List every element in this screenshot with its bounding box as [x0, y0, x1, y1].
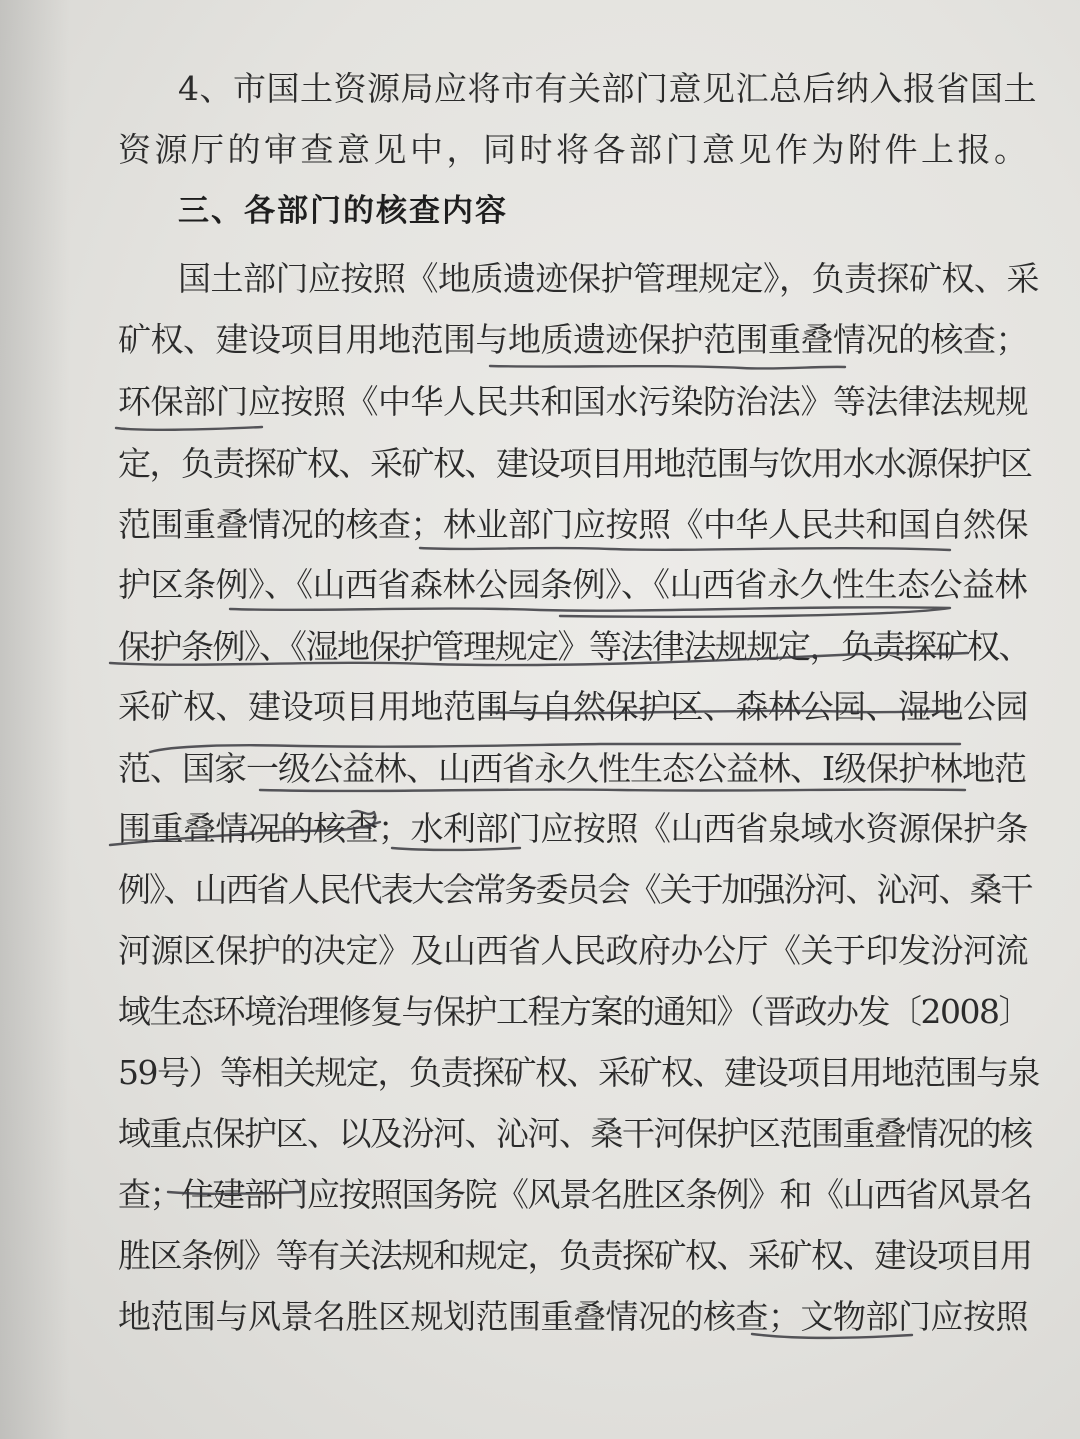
underline-forestry-scope-4	[260, 789, 965, 791]
text-line-11: 采矿权、建设项目用地范围与自然保护区、森林公园、湿地公园	[118, 687, 1028, 726]
text-line-12: 范、国家一级公益林、山西省永久性生态公益林、Ⅰ级保护林地范	[118, 749, 1027, 788]
text-line-14: 例》、山西省人民代表大会常务委员会《关于加强汾河、沁河、桑干	[118, 870, 1032, 909]
text-line-20: 胜区条例》等有关法规和规定，负责探矿权、采矿权、建设项目用	[118, 1236, 1032, 1275]
text-line-16: 域生态环境治理修复与保护工程方案的通知》（晋政办发〔2008〕	[118, 992, 1030, 1031]
text-line-5: 矿权、建设项目用地范围与地质遗迹保护范围重叠情况的核查；	[118, 320, 1028, 359]
section-heading: 三、各部门的核查内容	[178, 193, 508, 229]
text-line-17: 59号）等相关规定，负责探矿权、采矿权、建设项目用地范围与泉	[118, 1053, 1039, 1092]
text-line-8: 范围重叠情况的核查；林业部门应按照《中华人民共和国自然保	[118, 505, 1028, 544]
text-line-9: 护区条例》、《山西省森林公园条例》、《山西省永久性生态公益林	[118, 565, 1027, 604]
underline-environmental-dept	[116, 427, 262, 430]
text-line-10: 保护条例》、《湿地保护管理规定》等法律法规规定，负责探矿权、	[118, 627, 1030, 666]
text-line-1: 4、市国土资源局应将市有关部门意见汇总后纳入报省国土	[178, 69, 1037, 108]
underline-forestry-dept	[420, 548, 950, 550]
text-line-18: 域重点保护区、以及汾河、沁河、桑干河保护区范围重叠情况的核	[118, 1114, 1032, 1153]
text-line-13: 围重叠情况的核查；水利部门应按照《山西省泉域水资源保护条	[118, 809, 1028, 848]
underline-forestry-regulations	[230, 607, 950, 616]
text-line-7: 定，负责探矿权、采矿权、建设项目用地范围与饮用水水源保护区	[118, 444, 1032, 483]
text-line-4: 国土部门应按照《地质遗迹保护管理规定》，负责探矿权、采	[178, 259, 1039, 298]
text-line-6: 环保部门应按照《中华人民共和国水污染防治法》等法律法规规	[118, 382, 1028, 421]
text-line-19: 查；住建部门应按照国务院《风景名胜区条例》和《山西省风景名	[118, 1175, 1032, 1214]
underline-geological-relics	[490, 366, 845, 369]
text-line-15: 河源区保护的决定》及山西省人民政府办公厅《关于印发汾河流	[118, 931, 1028, 970]
underline-water-dept	[392, 848, 520, 850]
text-line-2: 资源厅的审查意见中，同时将各部门意见作为附件上报。	[118, 130, 1031, 169]
page-shadow	[0, 0, 70, 1439]
text-line-21: 地范围与风景名胜区规划范围重叠情况的核查；文物部门应按照	[118, 1297, 1028, 1336]
